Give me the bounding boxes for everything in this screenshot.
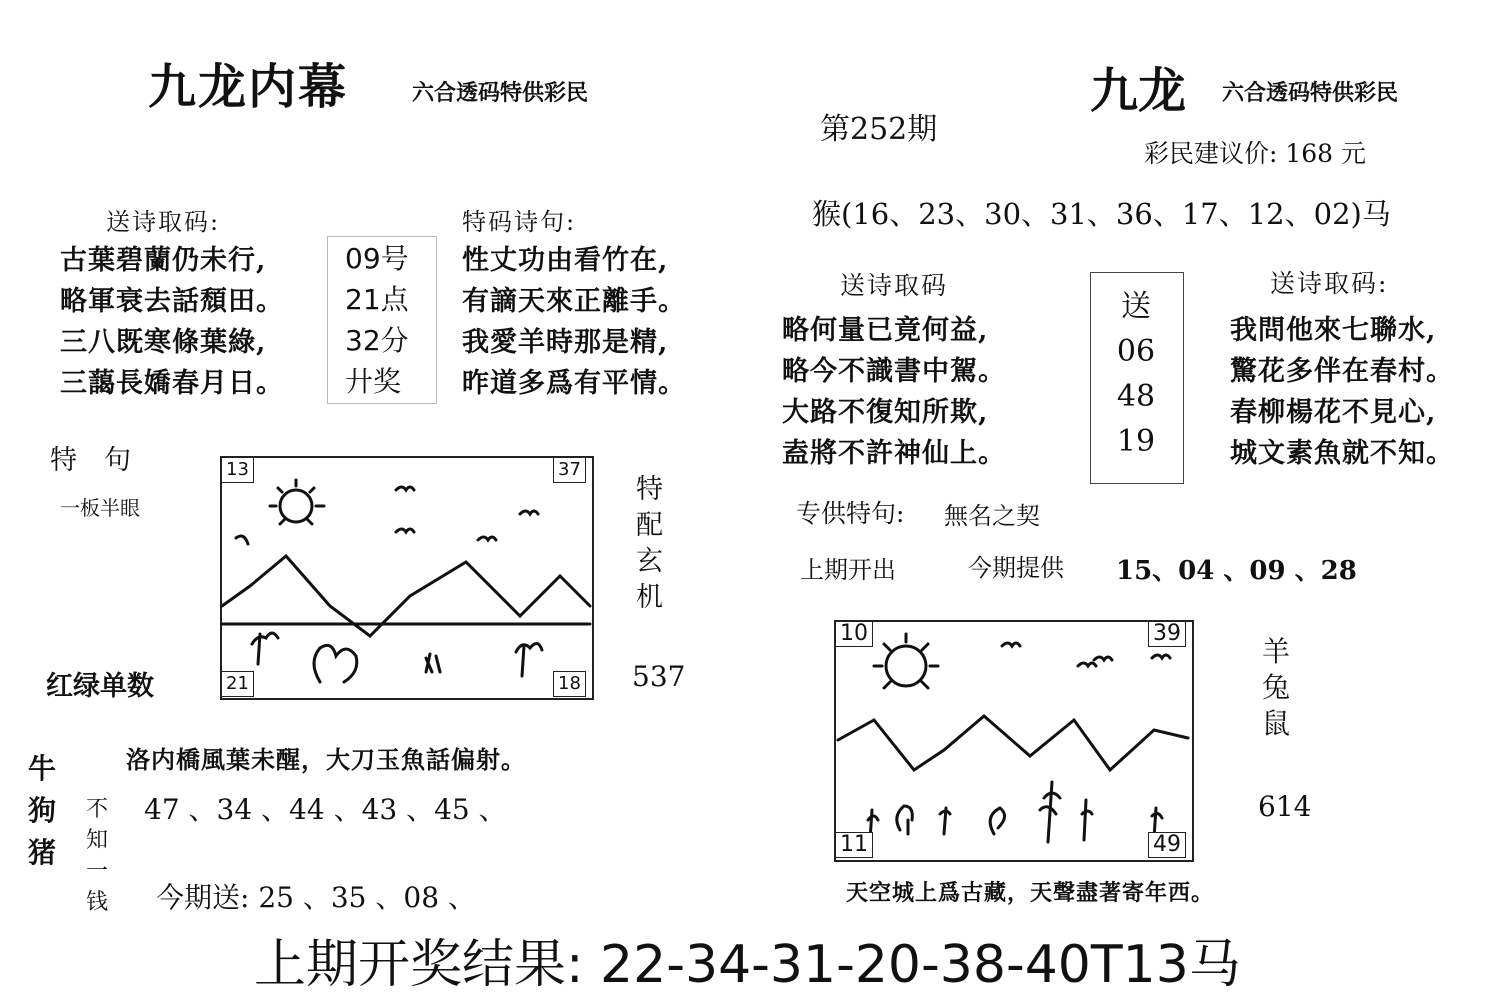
buzhi-char: 不 [86,797,109,822]
buzhi-char: 知 [86,828,109,853]
corner-label-top-right: 39 [1148,621,1186,647]
tema-head: 特码诗句: [462,208,577,236]
tema-line: 昨道多爲有平情。 [462,368,686,399]
right-poem-left [782,310,1006,474]
corner-label-top-right: 37 [553,457,586,483]
tema-line: 性丈功由看竹在, [462,245,669,276]
mid-value: 廾奖 [345,365,402,398]
mid-value: 32分 [345,324,409,357]
niu-gou-zhu [28,748,56,874]
right-poem-line: 驚花多伴在春村。 [1230,356,1454,387]
zhuangong-value: 無名之契 [944,502,1040,530]
tepei-char: 配 [636,510,663,541]
left-mid-values [345,238,409,402]
hou-ma-numbers: 猴(16、23、30、31、36、17、12、02)马 [812,197,1391,231]
right-poem-line: 盍將不許神仙上。 [782,438,1006,469]
num-614: 614 [1258,790,1312,823]
tepei-char: 特 [636,474,663,505]
corner-label-top-left: 13 [221,457,254,483]
right-poem-head-left: 送诗取码 [840,271,949,300]
tema-line: 我愛羊時那是精, [462,327,669,358]
jinqi-tigong-label: 今期提供 [968,554,1064,582]
tepei-char: 机 [636,582,663,613]
left-poem-head: 送诗取码: [106,208,221,236]
song-value: 送 [1121,289,1151,324]
tepei-char: 玄 [636,546,663,577]
zhuangong-label: 专供特句: [796,499,905,528]
buzhi-yiqian [86,794,108,918]
song-value: 06 [1116,334,1156,369]
right-verse: 天空城上爲古藏，天聲盡著寄年西。 [846,880,1215,906]
jinqi-song: 今期送: 25 、35 、08 、 [156,881,476,914]
left-poem-line: 三藹長嬌春月日。 [60,368,284,399]
left-landscape-drawing [220,456,592,698]
tema-poem [462,240,686,404]
mid-value: 21点 [345,283,409,316]
left-poem [60,240,284,404]
price-label: 彩民建议价: 168 元 [1144,139,1367,168]
right-poem-line: 大路不復知所欺, [782,397,989,428]
song-box-values [1090,284,1182,464]
right-poem-line: 城文素魚就不知。 [1230,438,1454,469]
tigong-numbers: 15、04 、09 、28 [1116,556,1357,586]
corner-label-bottom-left: 21 [221,671,254,697]
mid-value: 09号 [345,242,409,275]
yang-tu-shu [1262,634,1290,742]
left-verse: 洛内橋風葉未醒，大刀玉魚話偏射。 [126,745,526,774]
left-number-row: 47 、34 、44 、43 、45 、 [144,793,507,826]
tema-line: 有謫天來正離手。 [462,286,686,317]
zodiac-char: 猪 [28,836,57,869]
left-poem-line: 略軍衰去話頹田。 [60,286,284,317]
zodiac-char: 牛 [28,752,57,785]
previous-result: 上期开奖结果: 22-34-31-20-38-40T13马 [254,935,1241,995]
left-poem-line: 三八既寒條葉綠, [60,327,267,358]
issue-number: 第252期 [820,112,938,147]
tepei-xuanji [636,472,663,616]
right-poem-line: 略何量已竟何益, [782,315,989,346]
corner-label-bottom-right: 18 [553,671,586,697]
buzhi-char: 一 [86,859,109,884]
song-value: 19 [1116,424,1156,459]
right-landscape-drawing [834,620,1192,860]
song-value: 48 [1116,379,1156,414]
right-poem-head-right: 送诗取码: [1270,269,1389,298]
zodiac-char: 羊 [1262,635,1291,668]
left-poem-line: 古葉碧蘭仍未行, [60,245,267,276]
shangqi-label: 上期开出 [800,556,896,584]
zodiac-char: 鼠 [1262,707,1291,740]
num-537: 537 [632,660,686,693]
right-subtitle: 六合透码特供彩民 [1222,80,1399,106]
zodiac-char: 狗 [28,794,57,827]
corner-label-bottom-left: 11 [835,832,873,858]
left-subtitle: 六合透码特供彩民 [412,80,589,106]
right-title: 九龙 [1090,63,1187,119]
corner-label-top-left: 10 [835,621,873,647]
left-title: 九龙内幕 [148,59,349,115]
ban-yan-label: 一板半眼 [60,496,140,520]
right-poem-right [1230,310,1454,474]
te-ju-label: 特 句 [50,445,131,476]
right-poem-line: 略今不識書中駕。 [782,356,1006,387]
zodiac-char: 兔 [1262,671,1291,704]
corner-label-bottom-right: 49 [1148,832,1186,858]
hong-lv-label: 红绿单数 [46,671,154,702]
right-poem-line: 春柳楊花不見心, [1230,397,1437,428]
right-poem-line: 我問他來七聯水, [1230,315,1437,346]
buzhi-char: 钱 [86,890,109,915]
